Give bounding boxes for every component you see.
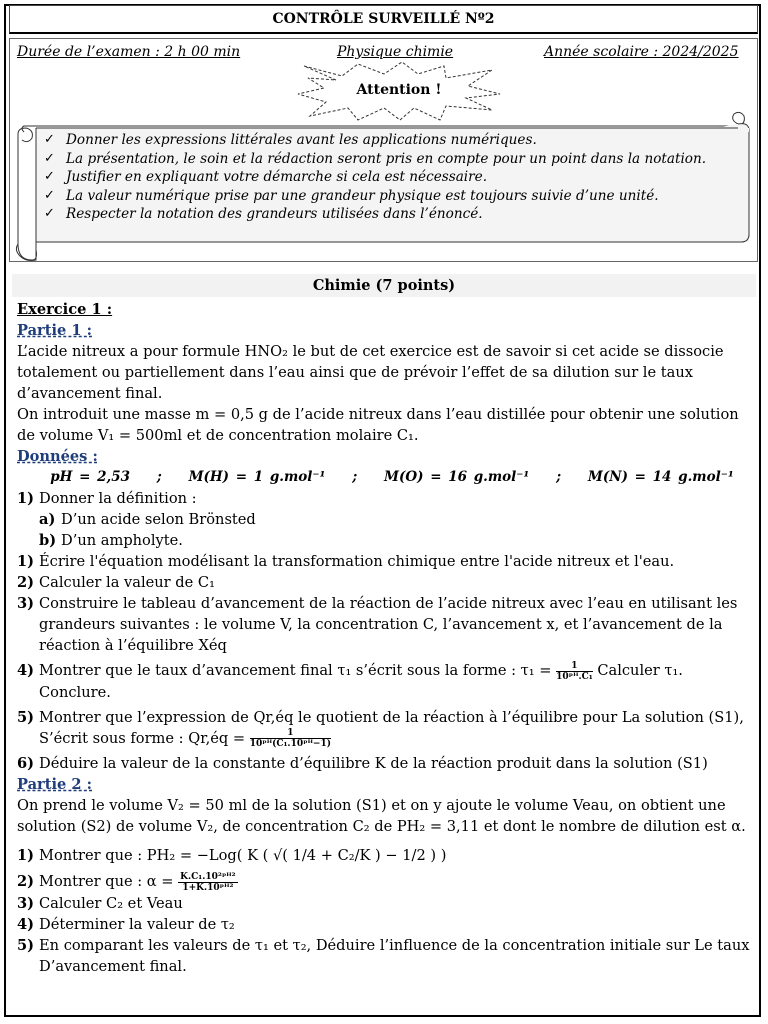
question-item: 4) Montrer que le taux d’avancement final τ₁ s’écrit sous la forme : τ₁ = $\frac{1}{\text{10ᵖᴴ.C₁}}$ Calculer τ₁. Conclure. [17,660,683,701]
question-item: 1) Écrire l'équation modélisant la transformation chimique entre l'acide nitreux et l'eau. [17,553,675,570]
exam-duration: Durée de l’examen : 2 h 00 min [17,44,241,60]
check-icon: ✓ [44,206,55,221]
attention-label: Attention ! [356,82,442,98]
formula-fraction: $\frac{1}{\text{10ᵖᴴ.C₁}}$ [556,660,593,682]
part2-title: Partie 2 : [17,776,92,793]
intro-paragraph-1: L’acide nitreux a pour formule HNO₂ le but de cet exercice est de savoir si cet acide se dissocie totalement ou partiellement dans l’eau ainsi que de prévoir l’effet de sa dilution sur le taux d’avancement final. [17,343,724,402]
data-line: pH = 2,53 ; M(H) = 1 g.mol⁻¹ ; M(O) = 16 g.mol⁻¹ ; M(N) = 14 g.mol⁻¹ [50,469,734,485]
exercise-title: Exercice 1 : [17,301,113,318]
part2-intro: On prend le volume V₂ = 50 ml de la solution (S1) et on y ajoute le volume Veau, on obtient une solution (S2) de volume V₂, de concentration C₂ de PH₂ = 3,11 et dont le nombre de dilution est α. [17,797,746,835]
list-item: ✓ Justifier en expliquant votre démarche si cela est nécessaire. [44,169,488,185]
question-item: b) D’un ampholyte. [39,532,183,549]
data-title: Données : [17,448,98,465]
question-item: 1) Donner la définition : [17,490,197,507]
question-item: 3) Calculer C₂ et Veau [17,894,183,912]
question-item: 5) En comparant les valeurs de τ₁ et τ₂, Déduire l’influence de la concentration initiale sur Le taux D’avancement final. [17,936,750,975]
question-item: 2) Calculer la valeur de C₁ [17,574,215,591]
instructions-list [40,131,706,224]
question-item: 1) Montrer que : PH₂ = −Log( K ( √( 1/4 + C₂/K ) − 1/2 ) ) [17,847,447,864]
list-item: ✓ La présentation, le soin et la rédaction seront pris en compte pour un point dans la notation. [44,150,707,167]
list-item: ✓ Donner les expressions littérales avant les applications numériques. [44,132,537,148]
check-icon: ✓ [44,187,55,203]
intro-paragraph-2: On introduit une masse m = 0,5 g de l’acide nitreux dans l’eau distillée pour obtenir une solution de volume V₁ = 500ml et de concentration molaire C₁. [17,406,739,444]
page-title: CONTRÔLE SURVEILLÉ Nº2 [9,5,758,34]
question-item: 5) Montrer que l’expression de Qr,éq le quotient de la réaction à l’équilibre pour La solution (S1), S’écrit sous forme : Qr,éq = $\frac{1}{\text{10ᵖᴴ(C₁.10ᵖᴴ−1)}}$ [17,708,744,749]
check-icon: ✓ [44,132,55,147]
exam-subject: Physique chimie [337,44,454,60]
question-item: 6) Déduire la valeur de la constante d’équilibre K de la réaction produit dans la solution (S1) [17,755,708,772]
formula-fraction: $\frac{1}{\text{10ᵖᴴ(C₁.10ᵖᴴ−1)}}$ [249,728,331,749]
check-icon: ✓ [44,169,55,184]
list-item: ✓ La valeur numérique prise par une grandeur physique est toujours suivie d’une unité. [44,187,659,204]
question-item: 4) Déterminer la valeur de τ₂ [17,915,235,933]
school-year: Année scolaire : 2024/2025 [544,44,739,60]
question-item: 2) Montrer que : α = $\frac{\text{K.C₁.10²ᵖᴴ²}}{\text{1+K.10ᵖᴴ²}}$ [17,871,236,893]
question-item: a) D’un acide selon Brönsted [39,511,256,528]
question-item: 3) Construire le tableau d’avancement de la réaction de l’acide nitreux avec l’eau en utilisant les grandeurs suivantes : le volume V, la concentration C, l’avancement x, et l’avancement de la réaction à l’équilibre Xéq [17,595,738,654]
check-icon: ✓ [44,150,55,166]
exercise-body [17,299,759,977]
formula-fraction: $\frac{\text{K.C₁.10²ᵖᴴ²}}{\text{1+K.10ᵖᴴ²}}$ [180,871,236,893]
part1-title: Partie 1 : [17,322,92,339]
section-title: Chimie (7 points) [12,274,756,297]
list-item: ✓ Respecter la notation des grandeurs utilisées dans l’énoncé. [44,206,483,222]
